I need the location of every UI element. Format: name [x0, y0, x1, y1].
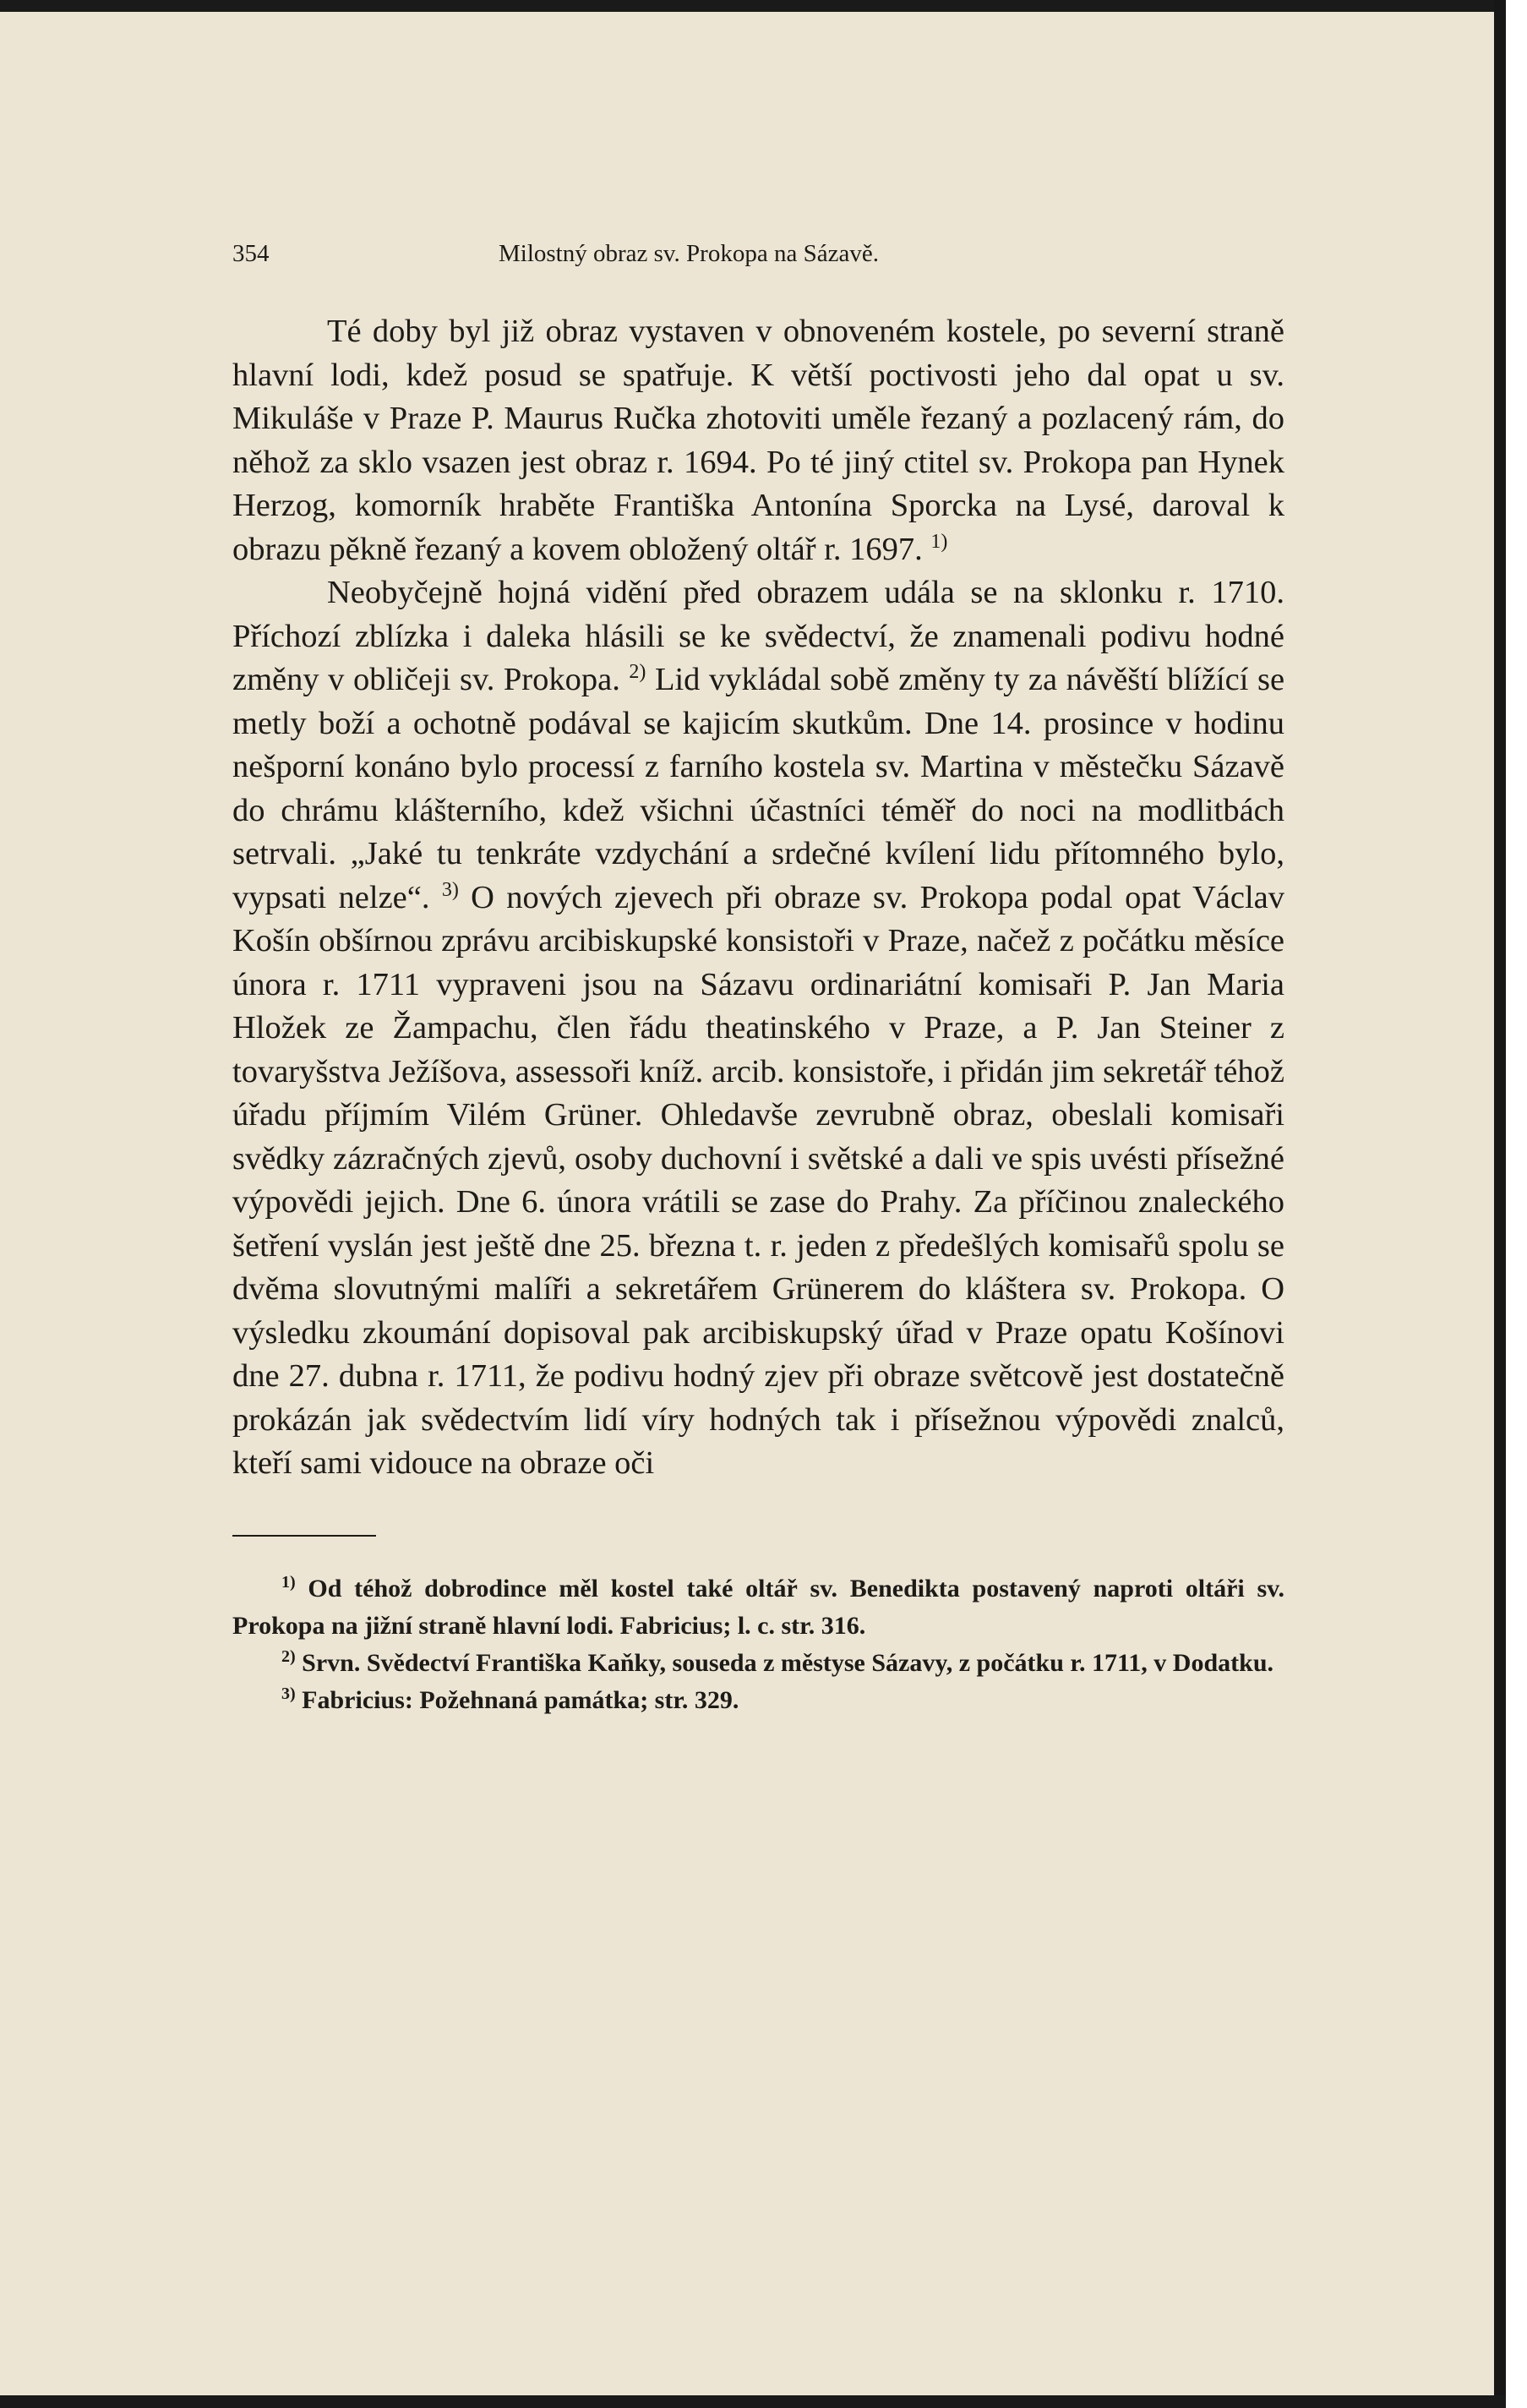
- scan-margin: [1506, 0, 1527, 2408]
- footnote-text-3: Fabricius: Požehnaná památka; str. 329.: [302, 1685, 739, 1714]
- page-header: [232, 227, 1284, 278]
- footnotes: [232, 1570, 1284, 1719]
- paragraph-2-text-b: Lid vykládal sobě změny ty za návěští blížící se metly boží a ochotně podával se kajicím skutkům. Dne 14. prosince v hodinu nešporní konáno bylo processí z farního kostela sv. Martina v městečku Sázavě do chrámu klášterního, kdež všichni účastníci téměř do noci na modlitbách setrvali. „Jaké tu tenkráte vzdychání a srdečné kvílení lidu přítomného bylo, vypsati nelze“.: [232, 662, 1285, 915]
- footnote-ref-3: 3): [441, 878, 459, 901]
- footnote-mark-2: 2): [281, 1646, 296, 1666]
- paragraph-2-text-c: O nových zjevech při obraze sv. Prokopa podal opat Václav Košín obšírnou zprávu arcibiskupské konsistoři v Praze, načež z počátku měsíce února r. 1711 vypraveni jsou na Sázavu ordinariátní komisaři P. Jan Maria Hložek ze Žampachu, člen řádu theatinského v Praze, a P. Jan Steiner z tovaryšstva Ježíšova, assessoři kníž. arcib. konsistoře, i přidán jim sekretář téhož úřadu příjmím Vilém Grüner. Ohledavše zevrubně obraz, obeslali komisaři svědky zázračných zjevů, osoby duchovní i světské a dali ve spis uvésti přísežné výpovědi jejich. Dne 6. února vrátili se zase do Prahy. Za příčinou znaleckého šetření vyslán jest ještě dne 25. března t. r. jeden z předešlých komisařů spolu se dvěma slovutnými malíři a sekretářem Grünerem do kláštera sv. Prokopa. O výsledku zkoumání dopisoval pak arcibiskupský úřad v Praze opatu Košínovi dne 27. dubna r. 1711, že podivu hodný zjev při obraze světcově jest dostatečně prokázán jak svědectvím lidí víry hodných tak i přísežnou výpovědi znalců, kteří sami vidouce na obraze oči: [232, 879, 1285, 1481]
- paragraph-2-text-a: Neobyčejně hojná vidění před obrazem udála se na sklonku r. 1710. Příchozí zblízka i daleka hlásili se ke svědectví, že znamenali podivu hodné změny v obličeji sv. Prokopa.: [232, 575, 1284, 697]
- footnote-mark-3: 3): [281, 1684, 296, 1703]
- running-title: Milostný obraz sv. Prokopa na Sázavě.: [499, 240, 879, 267]
- page-number: 354: [232, 240, 270, 267]
- footnote-ref-1: 1): [930, 530, 948, 553]
- footnote-text-1: Od téhož dobrodince měl kostel také oltář sv. Benedikta postavený naproti oltáři sv. Prokopa na jižní straně hlavní lodi. Fabricius; l. c. str. 316.: [232, 1574, 1285, 1640]
- footnote-mark-1: 1): [281, 1572, 296, 1592]
- paragraph-1-text: Té doby byl již obraz vystaven v obnoveném kostele, po severní straně hlavní lodi, kdež posud se spatřuje. K větší poctivosti jeho dal opat u sv. Mikuláše v Praze P. Maurus Ručka zhotoviti uměle řezaný a pozlacený rám, do něhož za sklo vsazen jest obraz r. 1694. Po té jiný ctitel sv. Prokopa pan Hynek Herzog, komorník hraběte Františka Antonína Sporcka na Lysé, daroval k obrazu pěkně řezaný a kovem obložený oltář r. 1697.: [232, 314, 1284, 567]
- body-text: [232, 310, 1284, 1486]
- scan-right-edge: [1494, 0, 1506, 2408]
- page-content: [232, 227, 1284, 1719]
- paragraph-1: [232, 310, 1284, 571]
- paragraph-2: [232, 571, 1284, 1486]
- scan-bottom-edge: [0, 2395, 1506, 2408]
- footnote-separator: [232, 1535, 376, 1537]
- footnote-ref-2: 2): [629, 661, 646, 684]
- footnote-1: [232, 1570, 1284, 1645]
- footnote-2: [232, 1645, 1284, 1682]
- footnote-text-2: Srvn. Svědectví Františka Kaňky, souseda z městyse Sázavy, z počátku r. 1711, v Dodatku.: [302, 1648, 1274, 1677]
- footnote-3: [232, 1682, 1284, 1719]
